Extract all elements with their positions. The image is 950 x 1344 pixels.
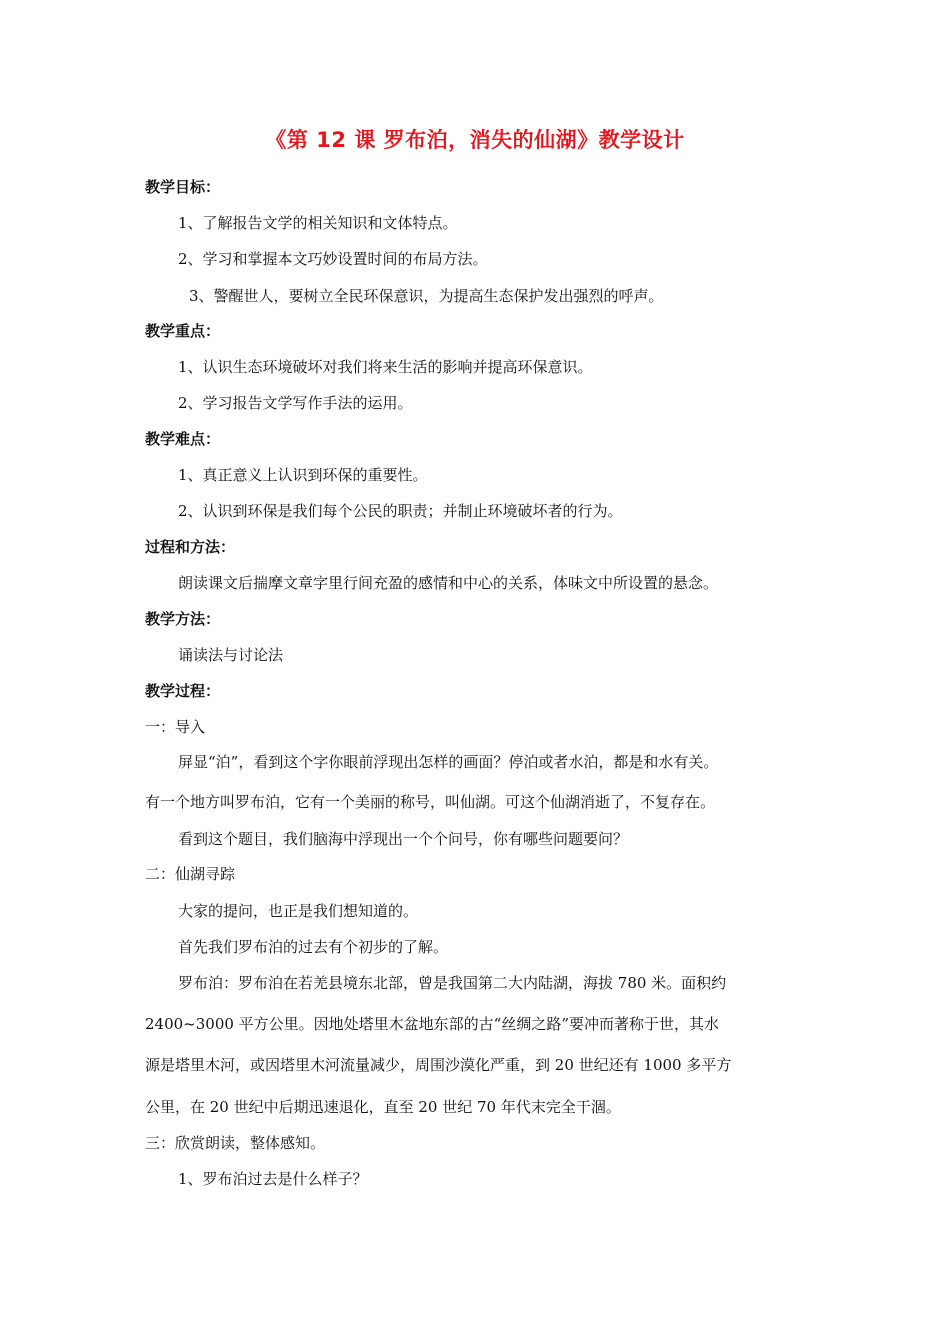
difficulties-heading: 教学难点： — [145, 430, 221, 448]
process-method-text: 朗读课文后揣摩文章字里行间充盈的感情和中心的关系，体味文中所设置的悬念。 — [178, 574, 719, 592]
paragraph-line: 首先我们罗布泊的过去有个初步的了解。 — [178, 938, 449, 956]
document-title: 《第 12 课 罗布泊，消失的仙湖》教学设计 — [265, 128, 685, 152]
objectives-heading: 教学目标： — [145, 178, 221, 196]
step-title: 三：欣赏朗读，整体感知。 — [145, 1134, 326, 1152]
difficulty-item: 1、真正意义上认识到环保的重要性。 — [178, 466, 428, 484]
step-title: 一：导入 — [145, 718, 206, 736]
paragraph-line: 大家的提问，也正是我们想知道的。 — [178, 902, 419, 920]
difficulty-item: 2、认识到环保是我们每个公民的职责；并制止环境破坏者的行为。 — [178, 502, 623, 520]
teaching-process-heading: 教学过程： — [145, 682, 221, 700]
teaching-method-heading: 教学方法： — [145, 610, 221, 628]
paragraph-line: 罗布泊：罗布泊在若羌县境东北部，曾是我国第二大内陆湖，海拔 780 米。面积约 — [178, 974, 727, 992]
paragraph-line: 源是塔里木河，或因塔里木河流量减少，周围沙漠化严重，到 20 世纪还有 1000 多平方 — [145, 1056, 732, 1074]
key-point-item: 1、认识生态环境破坏对我们将来生活的影响并提高环保意识。 — [178, 358, 593, 376]
paragraph-line: 公里，在 20 世纪中后期迅速退化，直至 20 世纪 70 年代末完全干涸。 — [145, 1098, 621, 1116]
step-title: 二：仙湖寻踪 — [145, 865, 236, 883]
paragraph-line: 2400~3000 平方公里。因地处塔里木盆地东部的古“丝绸之路”要冲而著称于世，其水 — [145, 1015, 720, 1033]
objective-item: 2、学习和掌握本文巧妙设置时间的布局方法。 — [178, 250, 488, 268]
paragraph-line: 有一个地方叫罗布泊，它有一个美丽的称号，叫仙湖。可这个仙湖消逝了，不复存在。 — [145, 793, 716, 811]
teaching-method-text: 诵读法与讨论法 — [178, 646, 284, 664]
question-item: 1、罗布泊过去是什么样子？ — [178, 1170, 368, 1188]
paragraph-line: 看到这个题目，我们脑海中浮现出一个个问号，你有哪些问题要问？ — [178, 830, 629, 848]
objective-item: 3、警醒世人，要树立全民环保意识，为提高生态保护发出强烈的呼声。 — [189, 287, 664, 305]
key-points-heading: 教学重点： — [145, 322, 221, 340]
objective-item: 1、了解报告文学的相关知识和文体特点。 — [178, 214, 458, 232]
key-point-item: 2、学习报告文学写作手法的运用。 — [178, 394, 413, 412]
paragraph-line: 屏显“泊”，看到这个字你眼前浮现出怎样的画面？停泊或者水泊，都是和水有关。 — [178, 753, 719, 771]
process-method-heading: 过程和方法： — [145, 538, 236, 556]
